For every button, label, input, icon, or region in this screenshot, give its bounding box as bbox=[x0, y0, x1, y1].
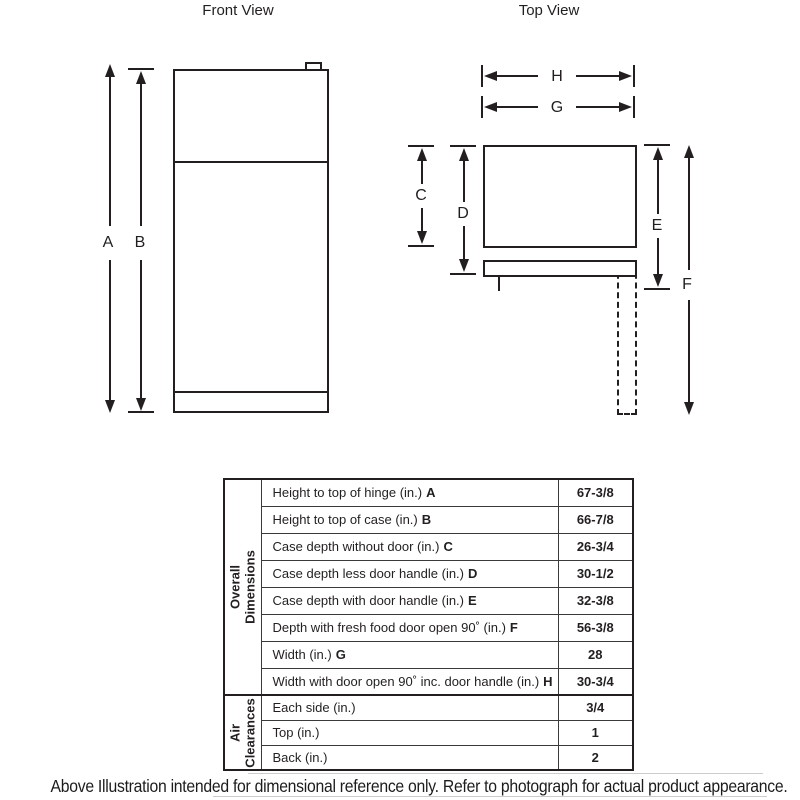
dim-label-c: C bbox=[415, 187, 427, 204]
dim-row-value: 30-1/2 bbox=[558, 560, 633, 587]
dim-row-value: 2 bbox=[558, 745, 633, 770]
fridge-freezer-divider-line bbox=[173, 161, 329, 163]
dim-row-value: 3/4 bbox=[558, 695, 633, 720]
dim-row-label: Case depth with door handle (in.) E bbox=[261, 587, 558, 614]
section-header-line: Clearances bbox=[241, 697, 257, 768]
arrowhead-right-icon bbox=[619, 71, 632, 81]
dim-line bbox=[688, 156, 690, 270]
dim-tick bbox=[408, 245, 434, 247]
dim-row-value: 28 bbox=[558, 641, 633, 668]
table-row bbox=[224, 560, 633, 587]
dim-line bbox=[463, 159, 465, 202]
arrowhead-down-icon bbox=[105, 400, 115, 413]
fridge-front-outline bbox=[173, 69, 329, 413]
dim-tick bbox=[128, 411, 154, 413]
dim-line bbox=[688, 300, 690, 404]
dim-tick bbox=[450, 273, 476, 275]
table-row bbox=[224, 587, 633, 614]
footer-caption: Above Illustration intended for dimensional reference only. Refer to photograph for actual product appearance. bbox=[50, 776, 788, 796]
section-header-line: Overall bbox=[227, 564, 243, 610]
door-open-90-dashed-outline bbox=[617, 263, 637, 415]
dim-line bbox=[495, 106, 538, 108]
dim-tick bbox=[633, 96, 635, 118]
arrowhead-down-icon bbox=[417, 231, 427, 244]
dim-tick bbox=[644, 144, 670, 146]
table-row bbox=[224, 479, 633, 506]
dim-line bbox=[140, 82, 142, 226]
dim-line bbox=[109, 75, 111, 226]
arrowhead-down-icon bbox=[684, 402, 694, 415]
front-view-title: Front View bbox=[202, 2, 274, 19]
dim-row-value: 26-3/4 bbox=[558, 533, 633, 560]
table-row bbox=[224, 668, 633, 695]
arrowhead-down-icon bbox=[653, 274, 663, 287]
table-row bbox=[224, 720, 633, 745]
table-row bbox=[224, 506, 633, 533]
arrowhead-right-icon bbox=[619, 102, 632, 112]
table-row bbox=[224, 533, 633, 560]
dim-tick bbox=[481, 96, 483, 118]
section-header-overall-dimensions bbox=[224, 479, 261, 695]
dim-label-e: E bbox=[651, 217, 663, 234]
dim-tick bbox=[408, 145, 434, 147]
dim-label-a: A bbox=[102, 234, 114, 251]
dim-row-label: Height to top of case (in.) B bbox=[261, 506, 558, 533]
dim-line bbox=[576, 106, 620, 108]
dim-row-label: Width with door open 90˚ inc. door handle (in.) H bbox=[261, 668, 558, 695]
divider-line bbox=[248, 773, 763, 774]
dim-tick bbox=[450, 145, 476, 147]
dim-tick bbox=[633, 65, 635, 87]
dim-row-label: Case depth without door (in.) C bbox=[261, 533, 558, 560]
arrowhead-down-icon bbox=[136, 398, 146, 411]
dim-row-label: Case depth less door handle (in.) D bbox=[261, 560, 558, 587]
section-header-air-clearances bbox=[224, 695, 261, 770]
arrowhead-down-icon bbox=[459, 259, 469, 272]
table-row bbox=[224, 745, 633, 770]
dim-row-value: 1 bbox=[558, 720, 633, 745]
section-header-line: Air bbox=[227, 723, 243, 742]
top-view-title: Top View bbox=[518, 2, 580, 19]
dim-label-b: B bbox=[134, 234, 146, 251]
table-row bbox=[224, 614, 633, 641]
dim-line bbox=[576, 75, 620, 77]
dim-line bbox=[140, 260, 142, 400]
dim-row-value: 66-7/8 bbox=[558, 506, 633, 533]
dim-line bbox=[495, 75, 538, 77]
dim-row-label: Back (in.) bbox=[261, 745, 558, 770]
dim-label-h: H bbox=[551, 68, 563, 85]
section-header-line: Dimensions bbox=[241, 550, 257, 624]
dim-row-value: 32-3/8 bbox=[558, 587, 633, 614]
fridge-kickplate-line bbox=[173, 391, 329, 393]
dim-tick bbox=[481, 65, 483, 87]
dim-label-f: F bbox=[682, 276, 692, 293]
dim-row-label: Depth with fresh food door open 90˚ (in.) F bbox=[261, 614, 558, 641]
dim-line bbox=[657, 238, 659, 276]
dim-label-d: D bbox=[457, 205, 469, 222]
table-row bbox=[224, 695, 633, 720]
dim-row-label: Each side (in.) bbox=[261, 695, 558, 720]
dim-line bbox=[463, 226, 465, 261]
dim-line bbox=[421, 159, 423, 184]
divider-line bbox=[213, 796, 767, 797]
dim-line bbox=[109, 260, 111, 402]
dim-row-value: 30-3/4 bbox=[558, 668, 633, 695]
dimensions-table bbox=[223, 478, 634, 771]
fridge-top-door-outline bbox=[483, 260, 637, 277]
dim-tick bbox=[128, 68, 154, 70]
dim-line bbox=[657, 158, 659, 214]
dim-row-value: 67-3/8 bbox=[558, 479, 633, 506]
fridge-top-hinge bbox=[305, 62, 322, 71]
dim-row-label: Height to top of hinge (in.) A bbox=[261, 479, 558, 506]
dim-row-value: 56-3/8 bbox=[558, 614, 633, 641]
table-row bbox=[224, 641, 633, 668]
dim-row-label: Top (in.) bbox=[261, 720, 558, 745]
dim-label-g: G bbox=[550, 99, 564, 116]
dim-tick bbox=[644, 288, 670, 290]
dim-line bbox=[421, 208, 423, 233]
dim-row-label: Width (in.) G bbox=[261, 641, 558, 668]
door-handle-mark bbox=[498, 277, 500, 291]
fridge-top-case-outline bbox=[483, 145, 637, 248]
